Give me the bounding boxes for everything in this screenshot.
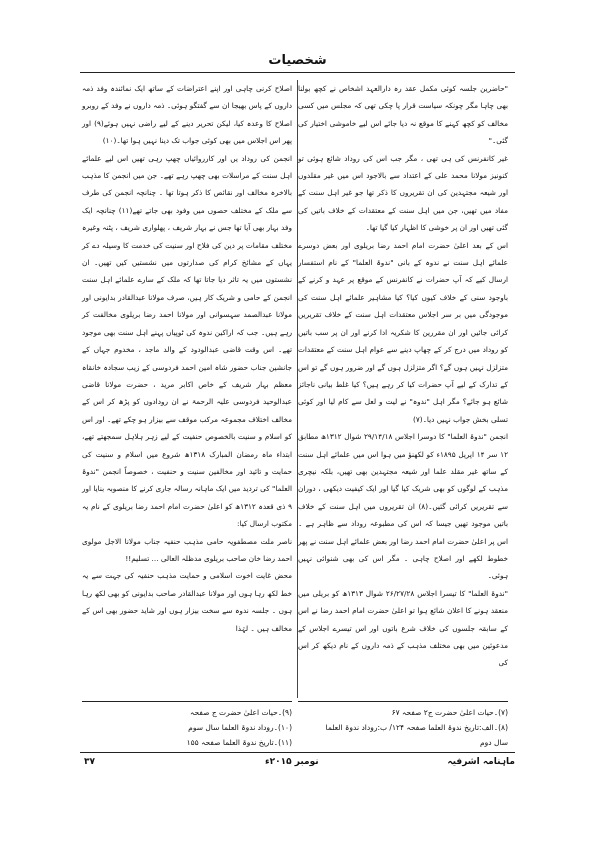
paragraph: غیر کانفرنس کی ہی تھی ، مگر جب اس کی روداد شائع ہوئی تو کنونیز مولانا محمد علی کے اعتداد سے بالاجود اس میں غیر مقلدوں اور شیعہ مجتہدین کی ان تقریروں کا ذکر تھا جو غیر اہل سنت کے مفاد میں تھیں، جن میں اہل سنت کے معتقدات کے خلاف باتیں کی گئی تھیں اور ان پر خوشی کا اظہار کیا گیا تھا۔ (298, 153, 508, 233)
footnote: (۹)۔حیات اعلیٰ حضرت ج صفحہ (190, 708, 292, 717)
footnote: (۱۰)۔روداد ندوۃ العلما سال سوم (188, 723, 292, 732)
paragraph: "حاضرین جلسہ کوئی مکمل عقد رہ دارالعہد اشخاص نے کچھ بولنا بھی چاہا مگر چونکہ سیاست قرار پا چکی تھی کہ مجلس میں کسی مخالف کو کچھ کہنے کا موقع نہ دیا جائے اس لیے خاموشی اختیار کی گئی۔" (298, 84, 508, 146)
section-title: شخصیات (268, 53, 327, 68)
left-column (82, 80, 292, 637)
footnote-divider (82, 701, 292, 702)
footnote-divider (298, 701, 508, 702)
page-footer (80, 752, 515, 772)
footnotes-left (82, 705, 292, 750)
footnote: (۱۱)۔تاریخ ندوۃ العلما صفحہ ۱۵۵ (186, 738, 292, 747)
column-divider (297, 80, 298, 698)
paragraph: اصلاح کرنی چاہی اور اپنے اعتراضات کے ساتھ ایک نمائندہ وفد ذمہ داروں کے پاس بھیجا ان سے گفتگو ہوئی۔ ذمہ داروں نے وفد کے روبرو اصلاح کا وعدہ کیا، لیکن تحریر دینے کے لیے راضی نہیں ہوئے(۹) اور پھر اس اجلاس میں بھی کوئی جواب تک دینا نہیں ہوا تھا۔(۱۰) (82, 84, 292, 146)
paragraph: اس کے بعد اعلیٰ حضرت امام احمد رضا بریلوی اور بعض دوسرے علمائے اہل سنت نے ندوہ کے بانی "ندوۃ العلما" کے نام استفسار ارسال کیے کہ آپ حضرات نے کانفرنس کے موقع پر عہد و کرنے کے باوجود سنی کے خلاف کیوں کیا؟ کیا مشاہیر علمائے اہل سنت کی موجودگی میں بر سر اجلاس معتقدات اہل سنت کے خلاف تقریریں کرائی جائیں اور ان مقررین کا شکریہ ادا کرنے اور ان پر سب باتیں کو روداد میں درج کر کے چھاپ دینے سے عوام اہل سنت کے معتقدات متزلزل نہیں ہوں گے؟ اگر متزلزل ہوں گے اور ضرور ہوں گے تو اس کے تدارک کے لیے آپ حضرات کیا کر رہے ہیں؟ کیا غلط بیانی ناجائز شائع ہو جائے؟ مگر اہل "ندوہ" نے لیت و لعل سے کام لیا اور کوئی تسلی بخش جواب نہیں دیا۔(۷) (298, 240, 508, 424)
footnote: (۷)۔حیات اعلیٰ حضرت ج۲ صفحہ ۶۷ (391, 708, 508, 717)
footnotes-right (298, 705, 508, 750)
page-header (80, 49, 515, 73)
issue-date: نومبر ۲۰۱۵ء (265, 757, 319, 767)
quoted-salutation: ناصر ملت مصطفویہ حامی مذہب حنفیہ جناب مولانا الاجل مولوی احمد رضا خان صاحب بریلوی مدظلہ العالی ... تسلیم!! (82, 536, 292, 563)
paragraph: انجمن کی روداد یں اور کارروائیاں چھپ رہی تھیں اس لیے علمائے اہل سنت کے مراسلات بھی چھپ رہے تھے۔ جن میں انجمن کا مذہب بالاخرہ مخالف اور نقائص کا ذکر ہوتا تھا ۔ چنانچہ انجمن کی طرف سے ملک کے مختلف حصوں میں وفود بھی جاتے تھے(۱۱) چنانچہ ایک وفد بہار بھی آیا تھا جس نے بہار شریف ، پھلواری شریف ، پٹنہ وغیرہ مختلف مقامات پر دین کی فلاح اور سنیت کی خدمت کا وسیلہ دے کر یہاں کے مشائخ کرام کی صدارتوں میں نشستیں کیں تھیں۔ ان نشستوں میں یہ تاثر دیا جاتا تھا کہ ملک کے سارے علمائے اہل سنت انجمن کے حامی و شریک کار ہیں، صرف مولانا عبدالقادر بدایونی اور مولانا عبدالصمد سہسوانی اور مولانا احمد رضا بریلوی مخالفت کر رہے ہیں۔ جب کہ اراکین ندوہ کی ٹوپیاں پہنے اہل سنت بھی موجود تھے۔ اس وقت قاضی عبدالودود کے والد ماجد ، مخدوم جہاں کے جانشین جناب حضور شاہ امین احمد فردوسی کے زیب سجادہ خانقاہ معظم بہار شریف کے خاص اکابر مرید ، حضرت مولانا قاضی عبدالوحید فردوسی علیہ الرحمۃ نے ان رودادوں کو پڑھ کر اس کے مخالف اختلاف مجموعہ مرکب موقف سے بیزار ہو چکے تھے۔ اور اس کو اسلام و سنیت بالخصوص حنفیت کے لیے زہر ہلاہل سمجھتے تھے، ابتداء ماہ رمضان المبارک ۱۳۱۸ھ شروع میں اسلام و سنیت کی حمایت و تائید اور مخالفین سنیت و حنفیت ، خصوصاً انجمن "ندوۃ العلما" کی تردید میں ایک ماہانہ رسالہ جاری کرنے کا منصوبہ بنایا اور ۹ ذی قعدہ ۱۳۱۲ھ کو اعلیٰ حضرت امام احمد رضا بریلوی کے نام یہ مکتوب ارسال کیا: (82, 153, 292, 529)
paragraph: "ندوۃ العلما" کا تیسرا اجلاس ۲۶/۲۷/۲۸ شوال ۱۳۱۳ھ کو بریلی میں منعقد ہونے کا اعلان شائع ہوا تو اعلیٰ حضرت امام احمد رضا نے اس کے سابقہ جلسوں کی خلاف شرع باتوں اور اس تیسرے اجلاس کے مدعوئین میں بھی مختلف مذہب کے ذمہ داروں کے نام دیکھ کر اس کی (298, 588, 508, 668)
page-number: ۳۷ (84, 757, 95, 767)
magazine-name: ماہنامہ اشرفیہ (447, 757, 515, 767)
paragraph: انجمن "ندوۃ العلما" کا دوسرا اجلاس ۲۹/۱۴/۱۸ شوال ۱۳۱۲ھ مطابق ۱۲ سر ۱۴ اپریل ۱۸۹۵ء کو لکھنؤ میں ہوا اس میں علمائے اہل سنت کے ساتھ غیر مقلد علما اور شیعہ مجتہدین بھی تھیں، بلکہ نیچری مذہب کے لوگوں کو بھی شریک کیا گیا اور ایک کیفیت دیکھی ، دوران سے تقریریں کرائی گئیں۔(۸) ان تقریروں میں اہل سنت کے خلاف باتیں موجود تھیں جیسا کہ اس کی مطبوعہ روداد سے ظاہر ہے ۔ اس پر اعلیٰ حضرت امام احمد رضا اور بعض علمائے اہل سنت نے پھر خطوط لکھے اور اصلاح چاہی ۔ مگر اس کی بھی شنوائی نہیں ہوئی۔ (298, 432, 509, 581)
footnote: سال دوم (479, 738, 508, 747)
right-column (298, 80, 508, 672)
paragraph: محض غایت اخوت اسلامی و حمایت مذہب حنفیہ کی جہت سے یہ خط لکھ رہا ہوں اور مولانا عبدالقادر صاحب بدایونی کو بھی لکھ رہا ہوں ۔ جلسہ ندوہ سے سخت بیزار ہوں اور شاید حضور بھی اس کے مخالف ہیں ۔ لہٰذا (82, 571, 292, 633)
footnote: (۸)۔الف:تاریخ ندوۃ العلما صفحہ ۱۲۴/ ب:روداد ندوۃ العلما (325, 723, 508, 732)
